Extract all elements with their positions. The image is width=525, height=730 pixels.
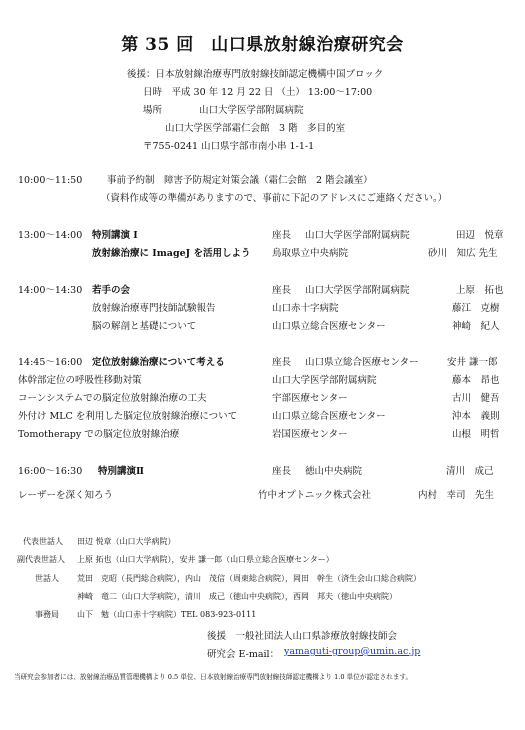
pre-meeting-time: 10:00～11:50 — [18, 175, 83, 186]
sponsor-line: 後援 一般社団法人山口県診療放射線技師会 — [207, 631, 398, 642]
session4-time: 16:00～16:30 — [18, 466, 83, 477]
session3-time: 14:45～16:00 — [18, 357, 83, 368]
talk-speaker: 神崎 紀人 — [452, 321, 500, 332]
session1-chair-org: 山口大学医学部附属病院 — [305, 230, 410, 241]
session2-title: 若手の会 — [92, 285, 131, 296]
members-line-2: 神崎 竜二（山口大学病院），清川 成己（徳山中央病院），西岡 邦夫（徳山中央病院） — [77, 592, 397, 601]
session4-chair-org: 徳山中央病院 — [305, 466, 363, 477]
rep-label: 代表世話人 — [23, 537, 63, 546]
session4-title: 特別講演Ⅱ — [98, 466, 145, 477]
talk-title: コーンシステムでの脳定位放射線治療の工夫 — [18, 393, 207, 404]
session3-chair-org: 山口県立総合医療センター — [305, 357, 419, 368]
talk-title: Tomotherapy での脳定位放射線治療 — [18, 429, 180, 440]
talk-speaker: 古川 健吾 — [452, 393, 500, 404]
session4-talk-name: 内村 幸司 先生 — [418, 490, 495, 501]
office-label: 事務局 — [35, 610, 59, 619]
venue-label: 場所 — [143, 105, 163, 116]
venue-line-1: 山口大学医学部附属病院 — [199, 105, 304, 116]
session1-time: 13:00～14:00 — [18, 230, 83, 241]
vice-label: 副代表世話人 — [17, 555, 65, 564]
pre-meeting-note: （資料作成等の準備がありますので、事前に下記のアドレスにご連絡ください。） — [101, 193, 448, 204]
talk-org: 山口大学医学部附属病院 — [272, 375, 377, 386]
session3-title: 定位放射線治療について考える — [92, 357, 225, 368]
rep-value: 田辺 悦章（山口大学病院） — [77, 537, 176, 546]
session1-title: 特別講演 I — [92, 230, 138, 241]
session2-chair-name: 上原 拓也 — [456, 285, 504, 296]
support-line: 後援：日本放射線治療専門放射線技師認定機構中国ブロック — [127, 69, 384, 80]
address-line: 〒755-0241 山口県宇部市南小串 1-1-1 — [143, 141, 315, 152]
session3-chair-name: 安井 謙一郎 — [447, 357, 498, 368]
talk-org: 山口県立総合医療センター — [272, 321, 386, 332]
members-label: 世話人 — [35, 574, 59, 583]
talk-org: 山口県立総合医療センター — [272, 411, 386, 422]
venue-line-2: 山口大学医学部霜仁会館 3 階 多目的室 — [165, 123, 346, 134]
session2-chair-role: 座長 — [272, 285, 292, 296]
session4-chair-role: 座長 — [272, 466, 292, 477]
talk-speaker: 藤本 昂也 — [452, 375, 500, 386]
session4-talk-org: 竹中オプトニック株式会社 — [258, 490, 371, 501]
vice-value: 上原 拓也（山口大学病院），安井 謙一郎（山口県立総合医療センター） — [77, 555, 334, 564]
talk-title: 体幹部定位の呼吸性移動対策 — [18, 375, 142, 386]
session4-chair-name: 清川 成己 — [446, 466, 494, 477]
session1-chair-name: 田辺 悦章 — [456, 230, 504, 241]
talk-title: 脳の解剖と基礎について — [92, 321, 197, 332]
talk-title: 外付け MLC を利用した脳定位放射線治療について — [18, 411, 238, 422]
members-line-1: 荒田 克昭（長門総合病院），内山 茂信（周東総合病院），岡田 幹生（済生会山口総合病院） — [77, 574, 421, 583]
page-title: 第 35 回 山口県放射線治療研究会 — [121, 35, 404, 55]
footnote: 当研究会参加者には、放射線治療品質管理機構より 0.5 単位、日本放射線治療専門放射線技師認定機構より 1.0 単位が認定されます。 — [14, 673, 413, 681]
datetime-line: 日時 平成 30 年 12 月 22 日 （土） 13:00～17:00 — [143, 87, 373, 98]
session3-chair-role: 座長 — [272, 357, 292, 368]
session1-chair-role: 座長 — [272, 230, 292, 241]
office-value: 山下 勉（山口赤十字病院）TEL 083-923-0111 — [77, 610, 257, 619]
talk-speaker: 沖本 義則 — [452, 411, 500, 422]
session4-talk-title: レーザーを深く知ろう — [18, 490, 114, 501]
session2-chair-org: 山口大学医学部附属病院 — [305, 285, 410, 296]
session2-time: 14:00～14:30 — [18, 285, 83, 296]
contact-label: 研究会 E-mail： — [207, 649, 280, 660]
talk-org: 岩国医療センター — [272, 429, 348, 440]
email-link[interactable]: yamaguti-group@umin.ac.jp — [284, 646, 421, 657]
talk-speaker: 藤江 克樹 — [452, 303, 500, 314]
pre-meeting-title: 事前予約制 障害予防規定対策会議（霜仁会館 2 階会議室） — [107, 175, 373, 186]
talk-org: 山口赤十字病院 — [272, 303, 339, 314]
talk-org: 宇部医療センター — [272, 393, 348, 404]
session1-talk-org: 鳥取県立中央病院 — [272, 248, 349, 259]
session1-talk-name: 砂川 知広 先生 — [428, 248, 498, 259]
talk-title: 放射線治療専門技師試験報告 — [92, 303, 216, 314]
talk-speaker: 山根 明哲 — [452, 429, 500, 440]
session1-talk-title: 放射線治療に ImageJ を活用しよう — [92, 248, 251, 259]
